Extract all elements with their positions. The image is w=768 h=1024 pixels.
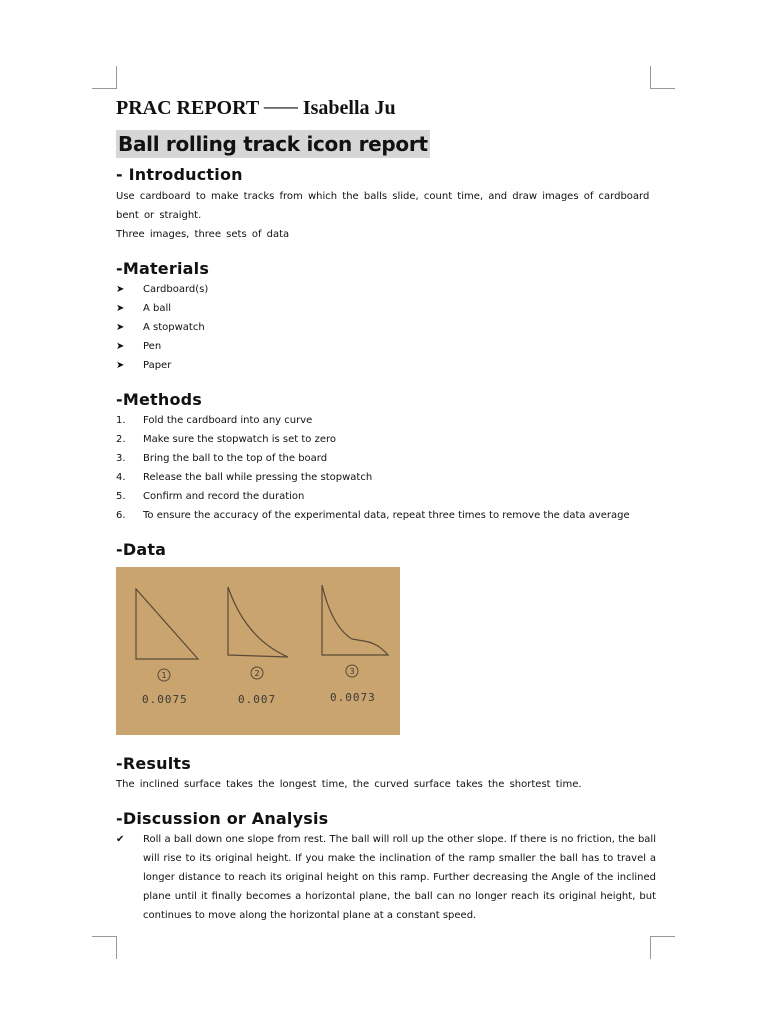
time-value-3: 0.0073 xyxy=(330,691,376,704)
page-corner-mark xyxy=(650,936,675,959)
report-header xyxy=(116,94,656,122)
methods-list xyxy=(116,411,656,525)
discussion-heading: -Discussion or Analysis xyxy=(116,809,329,828)
list-item: 3. Bring the ball to the top of the board xyxy=(116,453,328,464)
straight-ramp-sketch xyxy=(136,589,198,659)
report-label: PRAC REPORT xyxy=(116,97,259,119)
methods-heading: -Methods xyxy=(116,390,203,409)
page-corner-mark xyxy=(92,936,117,959)
introduction-heading: - Introduction xyxy=(116,165,243,184)
list-item: ➤ Cardboard(s) xyxy=(116,280,656,299)
list-item: 1. Fold the cardboard into any curve xyxy=(116,415,313,426)
arrow-bullet-icon: ➤ xyxy=(116,322,125,333)
curved-ramp-sketch xyxy=(228,587,288,657)
introduction-text: Use cardboard to make tracks from which the balls slide, count time, and draw images of cardboard bent or straight. xyxy=(116,191,650,221)
arrow-bullet-icon: ➤ xyxy=(116,341,125,352)
document-page xyxy=(116,94,656,925)
cardboard-photo xyxy=(116,567,400,735)
results-heading: -Results xyxy=(116,754,191,773)
introduction-note: Three images, three sets of data xyxy=(116,229,290,240)
document-title: Ball rolling track icon report xyxy=(118,132,428,156)
page-corner-mark xyxy=(650,66,675,89)
time-value-2: 0.007 xyxy=(238,693,277,706)
list-item: ➤ A ball xyxy=(116,299,656,318)
list-item: 4. Release the ball while pressing the stopwatch xyxy=(116,472,373,483)
arrow-bullet-icon: ➤ xyxy=(116,360,125,371)
list-item: 5. Confirm and record the duration xyxy=(116,491,305,502)
list-item: 2. Make sure the stopwatch is set to zero xyxy=(116,434,336,445)
results-text: The inclined surface takes the longest time, the curved surface takes the shortest time. xyxy=(116,779,582,790)
list-item: ➤ Paper xyxy=(116,356,656,375)
ramp-sketches xyxy=(116,567,400,735)
bent-ramp-sketch xyxy=(322,585,388,655)
data-heading: -Data xyxy=(116,540,167,559)
header-separator: —— xyxy=(263,97,298,116)
arrow-bullet-icon: ➤ xyxy=(116,303,125,314)
discussion-text: ✔ Roll a ball down one slope from rest. The ball will roll up the other slope. If there is no friction, the ball will rise to its original height. If you make the inclination of the ramp smaller the ball has to travel a longer distance to reach its original height on this ramp. Further decreasing the Angle of the inclined plane until it finally becomes a horizontal plane, the ball can no longer reach its original height, but continues to move along the horizontal plane at a constant speed. xyxy=(116,830,656,925)
trial-label-3: 3 xyxy=(349,667,355,676)
list-item: ➤ A stopwatch xyxy=(116,318,656,337)
checkmark-bullet-icon: ✔ xyxy=(116,834,125,845)
materials-list xyxy=(116,280,656,375)
arrow-bullet-icon: ➤ xyxy=(116,284,125,295)
materials-heading: -Materials xyxy=(116,259,210,278)
list-item: 6. To ensure the accuracy of the experimental data, repeat three times to remove the data average xyxy=(116,510,630,521)
author-name: Isabella Ju xyxy=(302,97,396,119)
trial-label-2: 2 xyxy=(254,669,260,678)
trial-label-1: 1 xyxy=(161,671,167,680)
time-value-1: 0.0075 xyxy=(142,693,188,706)
list-item: ➤ Pen xyxy=(116,337,656,356)
page-corner-mark xyxy=(92,66,117,89)
